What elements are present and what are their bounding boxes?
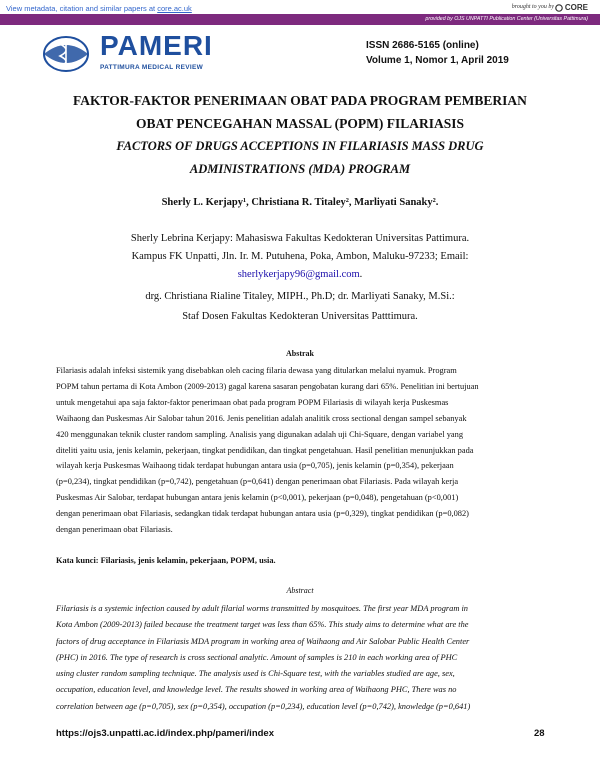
core-link[interactable]: core.ac.uk [157, 4, 192, 13]
core-metadata-link[interactable] [6, 4, 192, 13]
journal-tagline: PATTIMURA MEDICAL REVIEW [100, 64, 204, 71]
abstrak-line: Waihaong dan Puskesmas Air Salobar tahun 2016. Jenis penelitian adalah analitik cross sectional dengan sampel sebanyak [56, 413, 467, 423]
affiliation-line-4: Staf Dosen Fakultas Kedokteran Universitas Patttimura. [182, 311, 418, 322]
title-english-line-2: ADMINISTRATIONS (MDA) PROGRAM [189, 162, 411, 176]
provided-by [425, 16, 588, 22]
abstract-line: occupation, education level, and knowledge level. The results showed in working area of Waihaong PHC, There was no [56, 685, 457, 695]
abstract-line: correlation between age (p=0,705), sex (p=0,354), occupation (p=0,234), education level (p=0,742), knowledge (p=0,641) [56, 701, 471, 711]
abstract-line: Filariasis is a systemic infection caused by adult filarial worms transmitted by mosquitoes. The first year MDA program in [56, 604, 468, 613]
journal-url[interactable]: https://ojs3.unpatti.ac.id/index.php/pameri/index [56, 728, 274, 739]
abstrak-line: (p=0,234), tingkat pendidikan (p=0,742), pengetahuan (p=0,641) dengan penerimaan obat Filariasis. Pada wilayah kerja [56, 477, 459, 487]
abstrak-line: Puskesmas Air Salobar, terdapat hubungan antara jenis kelamin (p<0,001), pekerjaan (p=0,048), pengetahuan (p<0,001) [56, 493, 459, 503]
email-suffix: . [359, 269, 363, 280]
abstract-heading: Abstract [286, 586, 314, 595]
abstrak-line: diteliti yaitu usia, jenis kelamin, pekerjaan, tingkat pendidikan, dan tingkat pengetahuan. Hasil penelitian menunjukkan pada [56, 445, 474, 455]
abstrak-line: 420 menggunakan teknik cluster random sampling. Analisis yang digunakan adalah uji Chi-Square, dengan variabel yang [56, 429, 464, 439]
abstrak-body [56, 363, 546, 538]
abstrak-line: dengan penerimaan obat Filariasis. [56, 525, 173, 535]
abstrak-line: wilayah kerja Puskesmas Waihaong tidak terdapat hubungan antara usia (p=0,705), jenis kelamin (p=0,354), pekerjaan [56, 461, 454, 471]
provided-by-source: OJS UNPATTI Publication Center (Universitas Pattimura) [454, 16, 588, 22]
abstract-line: using cluster random sampling technique. The analysis used is Chi-Square test, with the variables studied are age, sex, [56, 669, 455, 679]
core-logo[interactable] [555, 3, 588, 12]
issn: ISSN 2686-5165 (online) [366, 40, 479, 51]
brought-by-text: brought to you by [511, 4, 554, 10]
title-indonesian-line-2: OBAT PENCEGAHAN MASSAL (POPM) FILARIASIS [135, 116, 465, 131]
affiliation-line-2: Kampus FK Unpatti, Jln. Ir. M. Putuhena, Poka, Ambon, Maluku-97233; Email: [131, 251, 469, 262]
core-logo-text: CORE [564, 3, 588, 12]
affiliation-line-1: Sherly Lebrina Kerjapy: Mahasiswa Fakultas Kedokteran Universitas Pattimura. [130, 233, 470, 244]
page-number: 28 [534, 728, 545, 739]
journal-name: PAMERI [100, 30, 213, 61]
authors: Sherly L. Kerjapy¹, Christiana R. Titaley², Marliyati Sanaky². [161, 197, 439, 208]
abstrak-line: POPM tahun pertama di Kota Ambon (2009-2013) gagal karena sasaran pengobatan kurang dari 65%. Penelitian ini bertujuan [56, 381, 479, 391]
affiliation-email-line [40, 269, 560, 280]
abstract-line: factors of drug acceptance in Filariasis MDA program in working area of Waihaong and Air Salobar Public Health Center [56, 636, 470, 646]
abstrak-line: dengan penerimaan obat Filariasis, sedangkan tidak terdapat hubungan antara usia (p=0,329), tingkat pendidikan (p=0,082) [56, 509, 469, 519]
core-logo-icon [555, 4, 563, 12]
abstrak-line: Filariasis adalah infeksi sistemik yang disebabkan oleh cacing filaria dewasa yang ditularkan melalui nyamuk. Program [56, 366, 457, 375]
affiliation-line-3: drg. Christiana Rialine Titaley, MIPH., Ph.D; dr. Marliyati Sanaky, M.Si.: [145, 291, 455, 302]
core-banner [0, 0, 600, 14]
abstrak-heading: Abstrak [285, 349, 314, 358]
provided-by-prefix: provided by [425, 16, 453, 22]
core-metadata-text: View metadata, citation and similar papers at [6, 4, 156, 13]
title-english-line-1: FACTORS OF DRUGS ACCEPTIONS IN FILARIASIS MASS DRUG [116, 139, 484, 153]
abstract-line: (PHC) in 2016. The type of research is cross sectional analytic. Amount of samples is 210 in each working area of PHC [56, 652, 458, 662]
keywords: Kata kunci: Filariasis, jenis kelamin, pekerjaan, POPM, usia. [56, 556, 276, 565]
abstract-line: Kota Ambon (2009-2013) failed because the treatment target was less than 65%. This study aims to determine what are the [56, 620, 469, 630]
title-indonesian-line-1: FAKTOR-FAKTOR PENERIMAAN OBAT PADA PROGRAM PEMBERIAN [73, 93, 527, 108]
abstract-body [56, 601, 546, 715]
abstrak-line: untuk mengetahui apa saja faktor-faktor penerimaan obat pada program POPM Filariasis di wilayah kerja Puskesmas [56, 397, 449, 407]
author-email-link[interactable]: sherlykerjapy96@gmail.com [237, 269, 360, 280]
volume-info: Volume 1, Nomor 1, April 2019 [366, 55, 509, 66]
